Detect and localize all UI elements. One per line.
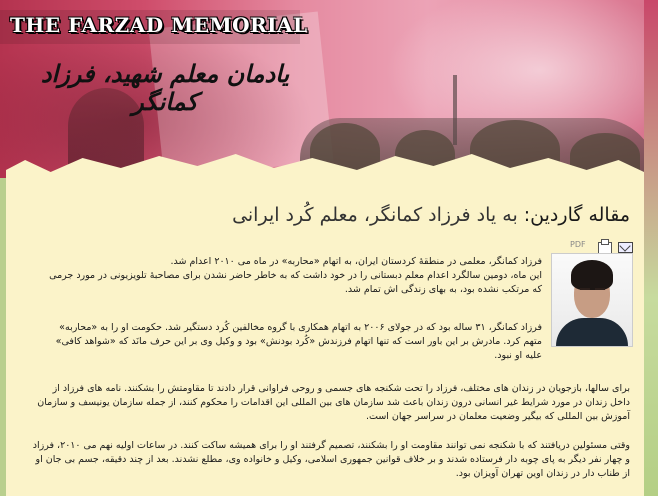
- left-edge-strip: [0, 178, 6, 496]
- article-title[interactable]: [30, 204, 630, 226]
- article-paragraph: [30, 382, 630, 424]
- paragraph-line: که مرتکب نشده بود، به بهای زندگی اش تمام شد.: [344, 284, 542, 295]
- paragraph-line: این ماه، دومین سالگرد اعدام معلم دبستانی را در خود داشت که به خاطر حاضر نشدن برای مصاحبهٔ تلویزیونی در مورد جرمی: [49, 270, 542, 281]
- article-portrait: [551, 253, 633, 347]
- article-paragraph: [30, 255, 542, 297]
- article-title-prefix: مقاله گاردین:: [523, 204, 630, 226]
- paragraph-line: وقتی مسئولین دریافتند که با شکنجه نمی توانند مقاومت او را بشکنند، تصمیم گرفتند او را برای همیشه ساکت کنند. در ساعات اولیه نهم می ۲۰۱۰، فرزاد: [32, 440, 630, 451]
- paragraph-line: متهم کرد. مادرش بر این باور است که تنها اتهام فرزندش «کُرد بودنش» بود و وکیل وی بر این حرف مانَد که «شواهد کافی»: [55, 336, 542, 347]
- paragraph-line: از طناب دار در زندان اوین تهران آویزان بود.: [455, 468, 630, 479]
- email-icon[interactable]: [618, 242, 633, 253]
- site-title[interactable]: THE FARZAD MEMORIAL: [10, 13, 308, 37]
- right-edge-strip: [644, 0, 658, 496]
- article-paragraph: [30, 321, 542, 363]
- paragraph-line: آموزش بین المللی که بیگیر وضعیت معلمان در سراسر جهان است.: [365, 411, 630, 422]
- paragraph-line: فرزاد کمانگر، ۳۱ ساله بود که در جولای ۲۰۰۶ به اتهام همکاری با گروه مخالفین کُرد دستگیر شد. حکومت او را به «محاربه»: [59, 322, 542, 333]
- paragraph-line: داخل زندان در مورد شرایط غیر انسانی درون زندان باعث شد سازمان های بین المللی این اقدامات را محکوم کنند، از جمله سازمان یونیسف و سازمان: [37, 397, 630, 408]
- paragraph-line: برای سالها، بازجویان در زندان های مختلف، فرزاد را تحت شکنجه های جسمی و روحی فراوانی قرار دادند تا مقاومتش را بشکنند. نامه های فرزاد از: [52, 383, 630, 394]
- article-paragraph: [30, 439, 630, 481]
- paragraph-line: فرزاد کمانگر، معلمی در منطقهٔ کردستان ایران، به اتهام «محاربه» در ماه می ۲۰۱۰ اعدام شد.: [170, 256, 542, 267]
- paragraph-line: علیه او نبود.: [494, 350, 542, 361]
- pdf-icon[interactable]: PDF: [570, 240, 586, 249]
- article-title-rest: به یاد فرزاد کمانگر، معلم کُرد ایرانی: [232, 204, 524, 226]
- header-banner: [0, 0, 658, 178]
- paragraph-line: و چهار نفر دیگر به پای چوبه دار فرستاده شدند و بر خلاف قوانین جمهوری اسلامی، وکیل و خانواده وی، مطلع نشدند. بعد از چند دقیقه، جسم بی جان او: [35, 454, 630, 465]
- site-subtitle: یادمان معلم شهید، فرزاد کمانگر: [40, 60, 290, 116]
